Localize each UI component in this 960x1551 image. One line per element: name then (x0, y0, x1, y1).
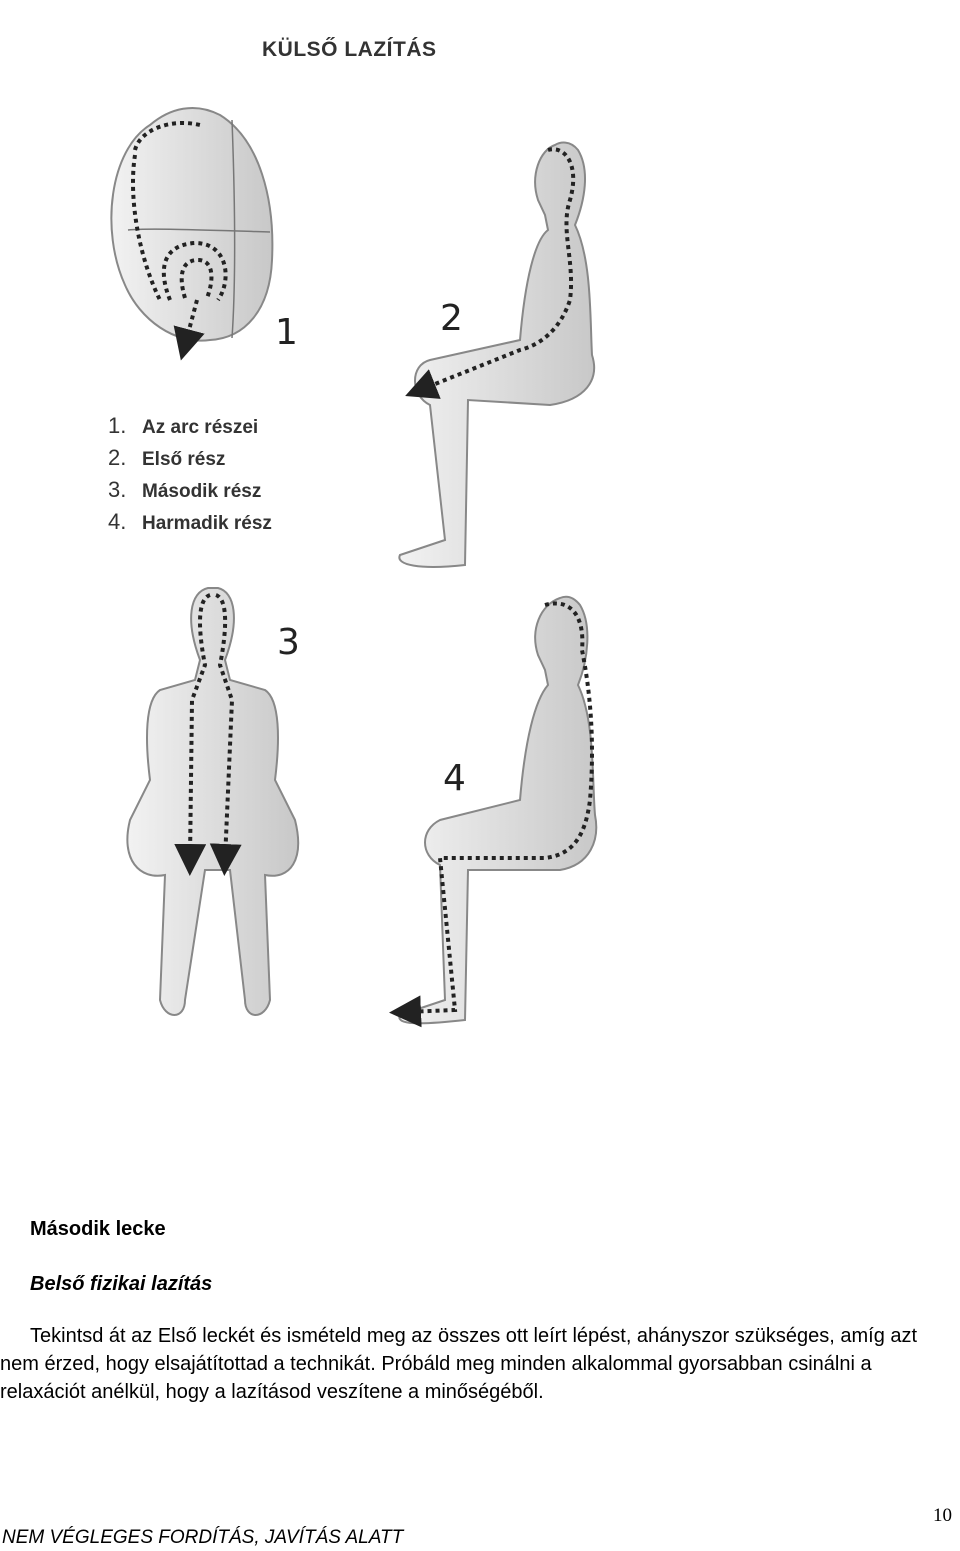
figure-number-1: 1 (275, 312, 298, 353)
lesson-subtitle: Belső fizikai lazítás (30, 1273, 213, 1295)
lesson-title: Második lecke (30, 1218, 166, 1240)
seated-side-figure-2 (399, 143, 594, 567)
paragraph-line: Tekintsd át az Első leckét és ismételd meg az összes ott leírt lépést, ahányszor szükséges, amíg azt (30, 1325, 918, 1347)
figure-number-3: 3 (277, 622, 300, 663)
legend-item: 3. Második rész (108, 477, 262, 502)
seated-side-figure-4 (399, 597, 596, 1024)
page-number: 10 (933, 1505, 952, 1526)
seated-front-figure-3 (127, 588, 298, 1015)
lesson-paragraph (0, 1322, 960, 1406)
paragraph-line: relaxációt anélkül, hogy a lazításod veszítene a minőségéből. (0, 1381, 544, 1403)
head-illustration (111, 108, 272, 345)
figure-title: KÜLSŐ LAZÍTÁS (262, 38, 437, 61)
legend-item: 1. Az arc részei (108, 413, 259, 438)
figure-number-4: 4 (443, 758, 466, 799)
legend-item: 2. Első rész (108, 445, 226, 470)
figure-number-2: 2 (440, 298, 463, 339)
figure-legend (108, 410, 272, 538)
footer-note: NEM VÉGLEGES FORDÍTÁS, JAVÍTÁS ALATT (2, 1527, 404, 1548)
paragraph-line: nem érzed, hogy elsajátítottad a technikát. Próbáld meg minden alkalommal gyorsabban csinálni a (0, 1353, 872, 1375)
legend-item: 4. Harmadik rész (108, 509, 272, 534)
